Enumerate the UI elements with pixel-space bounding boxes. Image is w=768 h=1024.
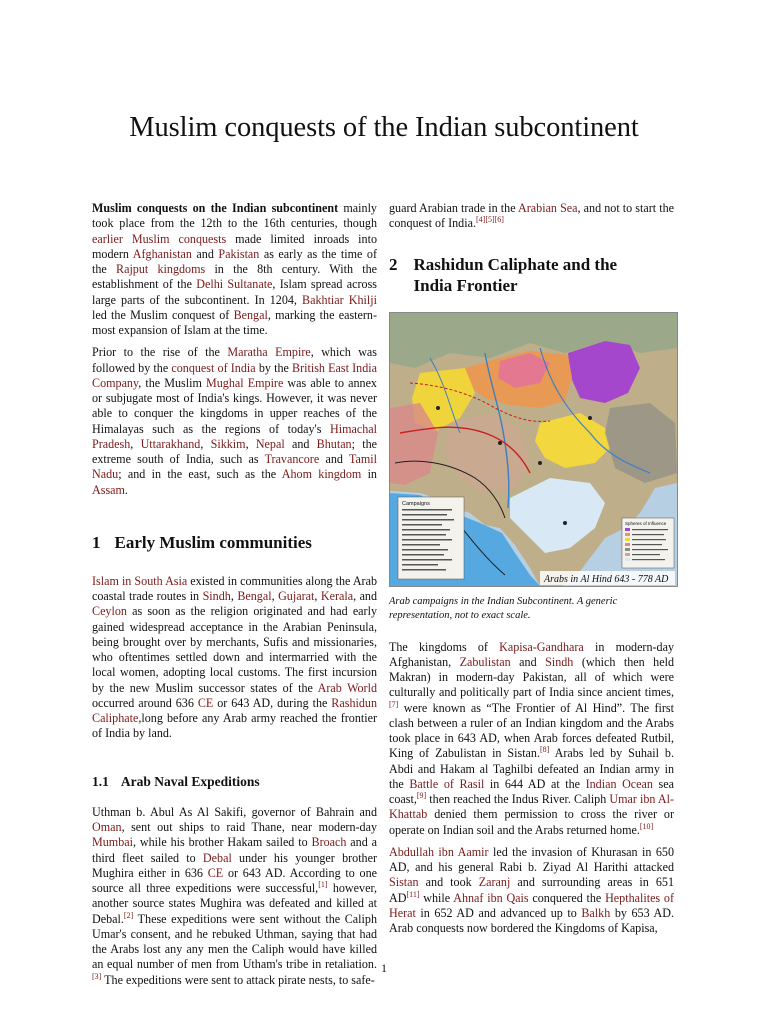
link-ahom-kingdom[interactable]: Ahom kingdom <box>281 467 362 482</box>
aamir-paragraph: Abdullah ibn Aamir led the invasion of Khurasan in 650 AD, and his general Rabi b. Ziyad Al Harithi attacked Sistan and took Zaranj and surrounding areas in 651 AD[11] while Ahnaf ibn Qais conquered the Hepthalites of Herat in 652 AD and advanced up to Balkh by 653 AD. Arab conquests now bordered the Kingdoms of Kapisa, <box>389 844 675 935</box>
citation-7[interactable]: [7] <box>389 699 399 709</box>
link-nepal[interactable]: Nepal <box>255 436 285 451</box>
link-oman[interactable]: Oman <box>92 820 122 834</box>
early-communities-paragraph: Islam in South Asia existed in communities along the Arab coastal trade routes in Sindh, Bengal, Gujarat, Kerala, and Ceylon as soon as the religion originated and had early gained widespread acceptance in the Arabian Peninsula, being brought over by merchants, Sufis and missionaries, who oftentimes settled down and intermarried with the local women, adopting local customs. The first incursion by the new Muslim successor states of the Arab World occurred around 636 CE or 643 AD, during the Rashidun Caliphate,long before any Arab army reached the frontier of India by land. <box>92 573 378 741</box>
arab-campaigns-map <box>389 312 678 587</box>
link-umar-ibn-al-khattab[interactable]: Umar ibn Al-Khattab <box>389 792 674 822</box>
link-maratha-empire[interactable]: Maratha Empire <box>227 345 311 360</box>
section-heading-1: 1 Early Muslim communities <box>92 532 312 552</box>
link-delhi-sultanate[interactable]: Delhi Sultanate <box>196 277 273 292</box>
link-rajput-kingdoms[interactable]: Rajput kingdoms <box>116 262 206 276</box>
citation-11[interactable]: [11] <box>406 889 420 899</box>
link-gujarat[interactable]: Gujarat <box>278 589 315 603</box>
subsection-heading-1-1: 1.1 Arab Naval Expeditions <box>92 773 260 789</box>
intro-paragraph-1: Muslim conquests on the Indian subcontinent mainly took place from the 12th to the 16th centuries, though earlier Muslim conquests made limited inroads into modern Afghanistan and Pakistan as early as the time of the Rajput kingdoms in the 8th century. With the establishment of the Delhi Sultanate, Islam spread across large parts of the subcontinent. In 1204, Bakhtiar Khilji led the Muslim conquest of Bengal, marking the eastern-most expansion of Islam at the time. <box>92 201 378 337</box>
link-arab-world[interactable]: Arab World <box>317 680 377 695</box>
link-broach[interactable]: Broach <box>311 835 347 850</box>
continued-paragraph: guard Arabian trade in the Arabian Sea, and not to start the conquest of India.[4][5][6] <box>389 201 675 231</box>
link-indian-ocean[interactable]: Indian Ocean <box>585 776 653 791</box>
link-travancore[interactable]: Travancore <box>264 452 320 466</box>
link-sindh-2[interactable]: Sindh <box>545 654 574 669</box>
citation-1[interactable]: [1] <box>318 879 328 889</box>
link-earlier-muslim-conquests[interactable]: earlier Muslim conquests <box>92 231 227 246</box>
link-rashidun-caliphate[interactable]: Rashidun Caliphate <box>92 695 377 725</box>
naval-expeditions-paragraph: Uthman b. Abul As Al Sakifi, governor of Bahrain and Oman, sent out ships to raid Thane, near modern-day Mumbai, while his brother Hakam sailed to Broach and a third fleet sailed to Debal under his younger brother Mughira either in 636 CE or 643 AD. According to one source all three expeditions were successful,[1] however, another source states Mughira was defeated and killed at Debal.[2] These expeditions were sent without the Caliph Umar's consent, and he rebuked Uthman, saying that had the Arabs lost any any men the Caliph would have killed an equal number of men from Utham's tribe in retaliation.[3] The expeditions were sent to attack pirate nests, to safe- <box>92 804 378 987</box>
map-label: Arabs in Al Hind 643 - 778 AD <box>544 573 669 585</box>
citation-3[interactable]: [3] <box>92 971 102 981</box>
link-abdullah-ibn-aamir[interactable]: Abdullah ibn Aamir <box>389 844 489 859</box>
link-bengal[interactable]: Bengal <box>233 307 268 322</box>
link-tamil-nadu[interactable]: Tamil Nadu <box>92 452 377 482</box>
link-conquest-of-india[interactable]: conquest of India <box>171 360 256 375</box>
citation-9[interactable]: [9] <box>416 790 427 800</box>
figure-caption: Arab campaigns in the Indian Subcontinent. A generic representation, not to exact scale. <box>389 595 618 621</box>
page-title: Muslim conquests of the Indian subcontinent <box>129 112 639 143</box>
frontier-paragraph: The kingdoms of Kapisa-Gandhara in modern-day Afghanistan, Zabulistan and Sindh (which then held Makran) in modern-day Pakistan, all of which were culturally and politically part of India since ancient times,[7] were known as “The Frontier of Al Hind”. The first clash between a ruler of an Indian kingdom and the Arabs took place in 643 AD, when Arab forces defeated Rutbil, King of Zabulistan in Sistan.[8] Arabs led by Suhail b. Abdi and Hakam al Taghilbi defeated an Indian army in the Battle of Rasil in 644 AD at the Indian Ocean sea coast,[9] then reached the Indus River. Caliph Umar ibn Al-Khattab denied them permission to cross the river or operate on Indian soil and the Arabs returned home.[10] <box>389 639 674 837</box>
link-bhutan[interactable]: Bhutan <box>316 436 352 451</box>
link-pakistan[interactable]: Pakistan <box>218 246 260 261</box>
left-column <box>92 201 377 995</box>
link-mughal-empire[interactable]: Mughal Empire <box>206 375 284 390</box>
link-ce[interactable]: CE <box>197 695 214 710</box>
map-graphic <box>390 313 677 586</box>
legend-2-title: Spheres of Influence <box>625 520 667 526</box>
link-british-east-india-company[interactable]: British East India Company <box>92 360 377 390</box>
lead-term: Muslim conquests on the Indian subcontinent <box>92 201 339 215</box>
link-hepthalites-of-herat[interactable]: Hepthalites of Herat <box>389 890 674 920</box>
link-bengal-2[interactable]: Bengal <box>237 589 272 603</box>
citation-4-5-6[interactable]: [4][5][6] <box>475 215 504 225</box>
section-heading-2: 2 Rashidun Caliphate and the India Frontier <box>389 254 618 295</box>
link-kapisa-gandhara[interactable]: Kapisa-Gandhara <box>499 639 584 654</box>
link-mumbai[interactable]: Mumbai <box>92 835 133 850</box>
citation-2[interactable]: [2] <box>123 910 134 920</box>
citation-8[interactable]: [8] <box>540 745 550 755</box>
link-zaranj[interactable]: Zaranj <box>478 875 511 890</box>
link-balkh[interactable]: Balkh <box>581 905 611 920</box>
intro-paragraph-2: Prior to the rise of the Maratha Empire, which was followed by the conquest of India by the British East India Company, the Muslim Mughal Empire was able to annex or subjugate most of India's kings. However, it was never able to conquer the kingdoms in upper reaches of the Himalayas such as the regions of today's Himachal Pradesh, Uttarakhand, Sikkim, Nepal and Bhutan; the extreme south of India, such as Travancore and Tamil Nadu; and in the east, such as the Ahom kingdom in Assam. <box>92 345 377 497</box>
link-ahnaf-ibn-qais[interactable]: Ahnaf ibn Qais <box>453 890 529 905</box>
link-bakhtiar-khilji[interactable]: Bakhtiar Khilji <box>302 292 377 307</box>
page-number: 1 <box>381 961 387 975</box>
link-islam-in-south-asia[interactable]: Islam in South Asia <box>92 573 188 588</box>
link-sikkim[interactable]: Sikkim <box>210 436 246 451</box>
link-zabulistan[interactable]: Zabulistan <box>459 654 511 669</box>
right-column <box>389 201 674 943</box>
link-ce-2[interactable]: CE <box>207 865 224 880</box>
link-sindh[interactable]: Sindh <box>202 589 231 603</box>
legend-title: Campaigns <box>402 500 430 507</box>
link-arabian-sea[interactable]: Arabian Sea <box>518 201 578 215</box>
link-debal[interactable]: Debal <box>202 850 232 865</box>
link-himachal-pradesh[interactable]: Himachal Pradesh <box>92 421 377 451</box>
link-afghanistan[interactable]: Afghanistan <box>132 246 192 261</box>
link-ceylon[interactable]: Ceylon <box>92 604 127 619</box>
citation-10[interactable]: [10] <box>639 821 654 831</box>
link-kerala[interactable]: Kerala <box>320 589 354 603</box>
link-sistan[interactable]: Sistan <box>389 875 419 890</box>
link-assam[interactable]: Assam <box>92 482 125 497</box>
link-battle-of-rasil[interactable]: Battle of Rasil <box>409 776 485 791</box>
link-uttarakhand[interactable]: Uttarakhand <box>140 436 201 451</box>
